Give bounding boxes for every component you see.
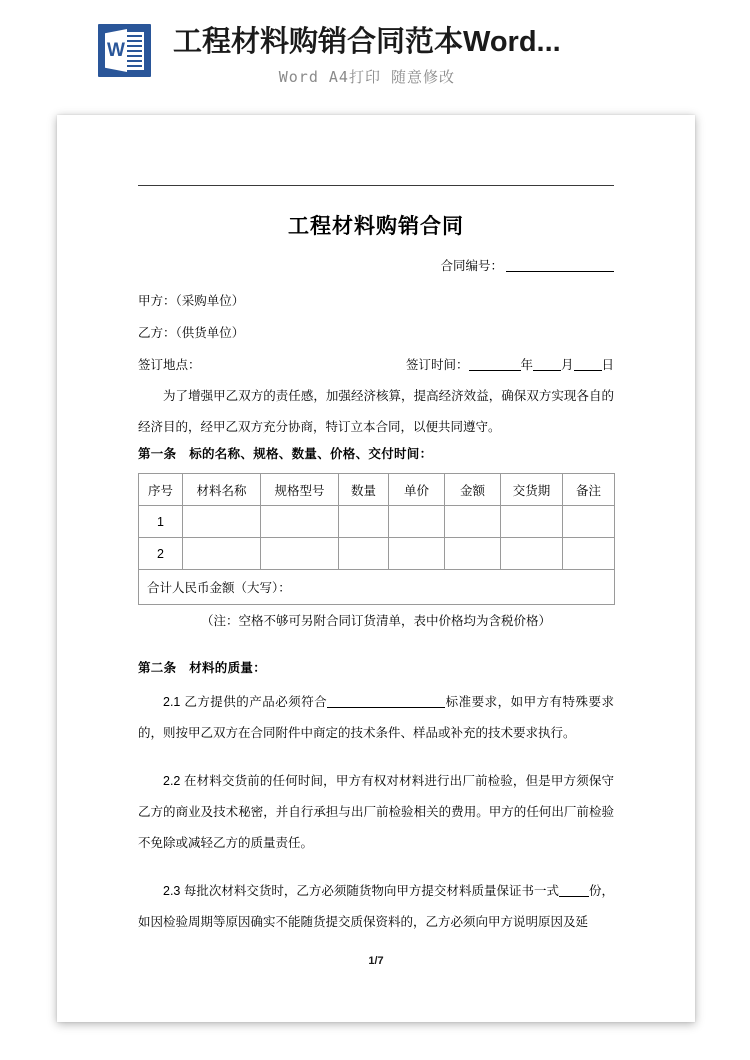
clause-2-heading: 第二条 材料的质量： (138, 661, 267, 675)
table-total-row (139, 570, 615, 605)
paragraph-2-3 (138, 876, 614, 938)
clause-1-heading: 第一条 标的名称、规格、数量、价格、交付时间： (138, 447, 433, 461)
page-title: 工程材料购销合同范本Word... (173, 26, 561, 58)
standard-blank (327, 707, 445, 708)
doc-lines-icon (125, 32, 144, 70)
table-note: （注：空格不够可另附合同订货清单，表中价格均为含税价格） (200, 614, 551, 628)
paragraph-2-1-before: 2.1 乙方提供的产品必须符合 (163, 695, 328, 709)
table-cell[interactable] (261, 538, 339, 570)
sign-year-blank (469, 370, 521, 371)
table-header-cell: 数量 (339, 474, 389, 506)
party-b-line: 乙方：（供货单位） (138, 326, 245, 340)
table-cell[interactable] (563, 506, 615, 538)
table-header-cell: 规格型号 (261, 474, 339, 506)
sign-time-label: 签订时间： (406, 358, 469, 372)
materials-table-wrap (138, 473, 614, 605)
party-a-line: 甲方：（采购单位） (138, 294, 245, 308)
sign-day-blank (574, 370, 602, 371)
paragraph-2-3-after: 份，如因检验周期等原因确实不能随货提交质保资料的，乙方必须向甲方说明原因及延 (138, 884, 614, 929)
table-cell[interactable] (389, 538, 445, 570)
paragraph-2-1-after: 标准要求，如甲方有特殊要求的，则按甲乙双方在合同附件中商定的技术条件、样品或补充的技术要求执行。 (138, 695, 614, 740)
table-header-cell: 金额 (445, 474, 501, 506)
sign-day-unit: 日 (601, 358, 615, 372)
contract-number-label: 合同编号： (440, 259, 503, 273)
table-cell[interactable] (183, 538, 261, 570)
table-header-cell: 单价 (389, 474, 445, 506)
table-cell[interactable] (261, 506, 339, 538)
word-doc-icon (98, 24, 151, 77)
table-cell[interactable] (563, 538, 615, 570)
table-total-cell[interactable]: 合计人民币金额（大写）： (139, 570, 615, 605)
intro-text: 为了增强甲乙双方的责任感，加强经济核算，提高经济效益，确保双方实现各自的经济目的，经甲乙双方充分协商，特订立本合同，以便共同遵守。 (138, 389, 614, 434)
table-header-row (139, 474, 615, 506)
table-cell[interactable] (339, 506, 389, 538)
paragraph-2-2 (138, 766, 614, 859)
table-row (139, 506, 615, 538)
contract-title: 工程材料购销合同 (288, 215, 464, 238)
contract-number-blank (506, 271, 614, 272)
table-header-cell: 备注 (563, 474, 615, 506)
sign-year-unit: 年 (520, 358, 534, 372)
page-header (0, 0, 750, 112)
sign-time-group (406, 355, 614, 373)
table-row (139, 538, 615, 570)
document-page (57, 115, 695, 1022)
paragraph-2-1 (138, 687, 614, 749)
signing-line (138, 355, 615, 373)
intro-paragraph (138, 381, 614, 443)
table-cell[interactable] (389, 506, 445, 538)
header-rule (138, 185, 614, 186)
materials-table (138, 473, 615, 605)
table-header-cell: 序号 (139, 474, 183, 506)
table-cell: 1 (139, 506, 183, 538)
table-cell[interactable] (183, 506, 261, 538)
table-cell[interactable] (445, 506, 501, 538)
header-text-block (173, 24, 561, 87)
copies-blank (559, 896, 589, 897)
paragraph-2-2-text: 2.2 在材料交货前的任何时间，甲方有权对材料进行出厂前检验，但是甲方须保守乙方的商业及技术秘密，并自行承担与出厂前检验相关的费用。甲方的任何出厂前检验不免除或减轻乙方的质量责任。 (138, 774, 614, 850)
sign-place-label: 签订地点： (138, 358, 201, 372)
page-subtitle: Word A4打印 随意修改 (278, 68, 455, 86)
document-page-shadow (57, 115, 695, 1022)
header-inner (98, 24, 561, 87)
table-cell[interactable] (501, 538, 563, 570)
table-cell: 2 (139, 538, 183, 570)
sign-month-unit: 月 (561, 358, 574, 372)
table-cell[interactable] (339, 538, 389, 570)
table-cell[interactable] (501, 506, 563, 538)
page-number: 1/7 (368, 955, 384, 967)
table-cell[interactable] (445, 538, 501, 570)
contract-number-field (138, 256, 614, 274)
word-letter: W (107, 39, 125, 61)
paragraph-2-3-before: 2.3 每批次材料交货时，乙方必须随货物向甲方提交材料质量保证书一式 (163, 884, 559, 898)
table-header-cell: 材料名称 (183, 474, 261, 506)
table-header-cell: 交货期 (501, 474, 563, 506)
sign-month-blank (533, 370, 561, 371)
